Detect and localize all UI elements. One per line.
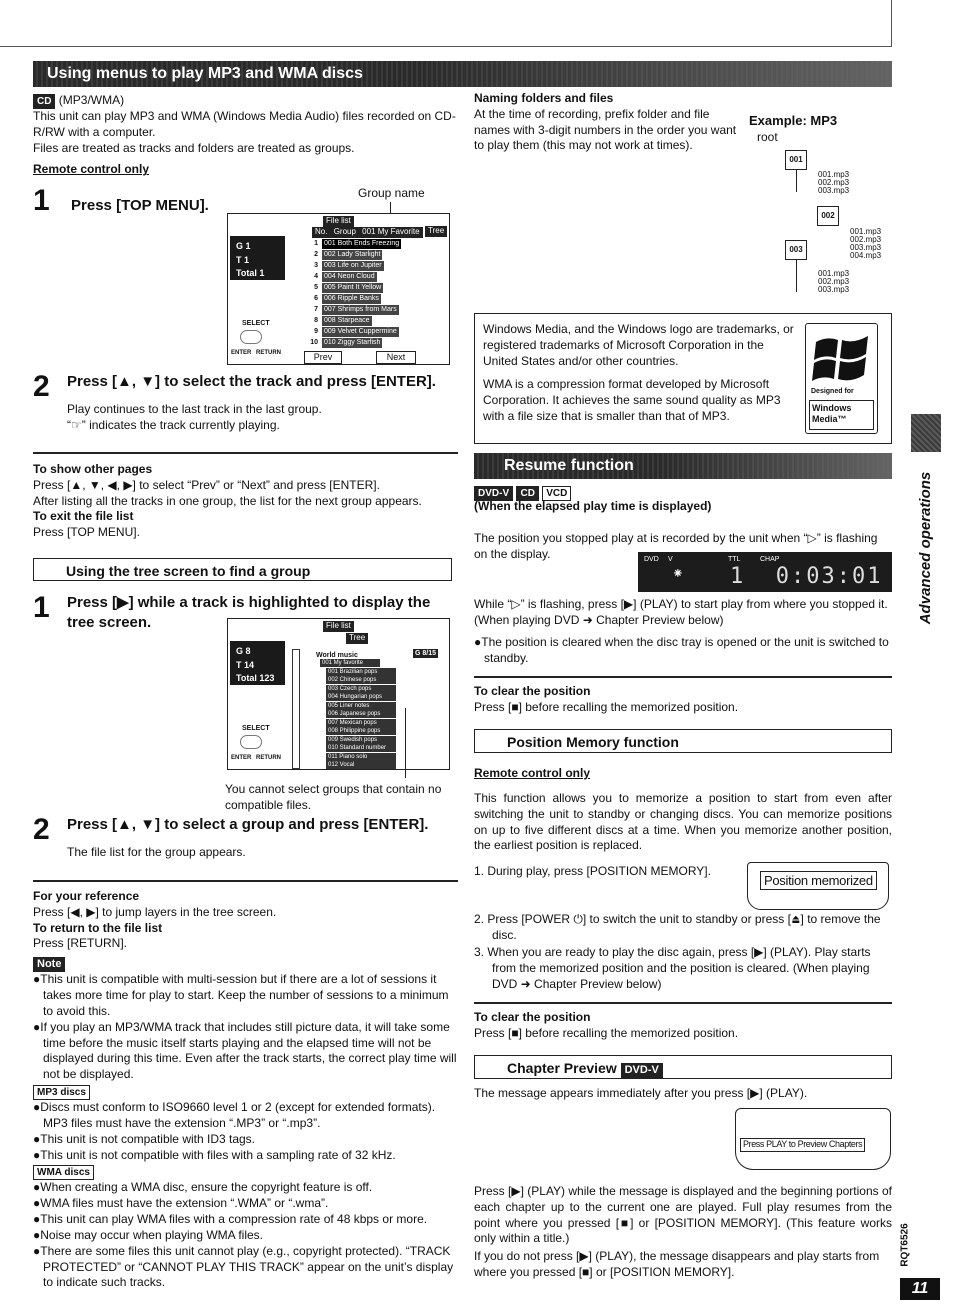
- track-row[interactable]: [304, 293, 444, 304]
- tree-tree-tab[interactable]: Tree: [346, 633, 368, 644]
- track-row[interactable]: [304, 304, 444, 315]
- ref-1: Press [◀, ▶] to jump layers in the tree screen.: [33, 904, 277, 919]
- folder-001-icon: [785, 150, 807, 170]
- top-frame-line: [0, 46, 892, 47]
- track-number: 1: [314, 239, 318, 247]
- exit-desc: Press [TOP MENU].: [33, 525, 140, 540]
- track-row[interactable]: [304, 315, 444, 326]
- folder-002-label: 002: [821, 211, 835, 220]
- resume-banner: [474, 453, 892, 479]
- file-name: 002.mp3: [818, 178, 850, 187]
- posmem-desc: This function allows you to memorize a position to start from even after switching the unit to standby or changing discs. You can memorize positions on up to five different discs at a time. When you memorize another position, the earliest position is replaced.: [474, 791, 892, 853]
- cd-tag-resume: CD: [516, 486, 538, 501]
- section-label: Advanced operations: [917, 471, 935, 625]
- naming-desc: At the time of recording, prefix folder and file names with 3-digit numbers in the order you want to play them (this may not work at times).: [474, 106, 737, 153]
- naming: [474, 91, 742, 154]
- tree-group-row[interactable]: 011 Piano solo: [326, 753, 396, 761]
- tree-return-label: RETURN: [256, 755, 281, 761]
- return-label: RETURN: [256, 350, 281, 356]
- counter-group: G 1: [236, 241, 251, 251]
- track-number: 9: [314, 327, 318, 335]
- wma-note-item: ●WMA files must have the extension “.WMA” or “.wma”.: [33, 1196, 329, 1211]
- clear-position: [474, 684, 892, 716]
- page-number: 11: [900, 1278, 940, 1300]
- track-name: 004 Neon Cloud: [324, 272, 375, 280]
- play-flash-icon: ⁕: [672, 565, 684, 581]
- tree-step2-number: 2: [33, 813, 50, 846]
- chapter-bubble-text: Press PLAY to Preview Chapters: [740, 1138, 865, 1152]
- posmem-step-3: 3. When you are ready to play the disc again, press [▶] (PLAY). Play starts from the memorized position and the position is cleared. (When playing DVD ➜ Chapter Preview below): [474, 945, 871, 991]
- tree-group-row[interactable]: 001 My favorite: [320, 659, 380, 667]
- vcd-tag: VCD: [542, 486, 571, 501]
- note-item: ●This unit is compatible with multi-session but if there are a lot of sessions it takes more time for play to start. Keep the number of sessions to a minimum to avoid this.: [33, 972, 449, 1018]
- wma-note-item: ●There are some files this unit cannot play (e.g., copyright protected). “TRACK PROTECTED” or “CANNOT PLAY THIS TRACK” appear on the unit’s display to indicate such tracks.: [33, 1243, 454, 1290]
- track-row[interactable]: [304, 271, 444, 282]
- resume-title: Resume function: [504, 457, 634, 474]
- divider-1: [33, 452, 458, 454]
- tree-step1-number: 1: [33, 591, 50, 624]
- file-name: 001.mp3: [850, 227, 882, 236]
- tree-file-list-tab[interactable]: File list: [323, 621, 354, 632]
- track-number: 3: [314, 261, 318, 269]
- divider-4: [474, 1002, 892, 1004]
- files-003: [818, 270, 849, 294]
- track-number: 2: [314, 250, 318, 258]
- track-name: 001 Both Ends Freezing: [324, 239, 400, 247]
- track-name: 005 Paint It Yellow: [324, 283, 382, 291]
- clear2-desc: Press [■] before recalling the memorized position.: [474, 1025, 739, 1040]
- file-list-tab[interactable]: File list: [323, 216, 354, 227]
- track-number: 6: [314, 294, 318, 302]
- intro: [33, 93, 458, 178]
- track-number: 10: [310, 338, 318, 346]
- top-frame-vertical: [891, 0, 892, 47]
- track-name: 002 Lady Starlight: [324, 250, 381, 258]
- notes-list: [33, 972, 458, 1083]
- step1: [33, 186, 363, 216]
- tree-screen-box: Using the tree screen to find a group: [33, 558, 452, 581]
- divider-2: [33, 880, 458, 882]
- page-title: Using menus to play MP3 and WMA discs: [47, 65, 363, 82]
- tree-group-badge: G 8/15: [415, 650, 437, 657]
- step2-desc-2: “☞” indicates the track currently playing.: [67, 417, 280, 432]
- track-row[interactable]: [304, 337, 444, 348]
- side-tab-marker: [911, 414, 941, 452]
- display-chap: CHAP: [760, 556, 780, 563]
- tree-caption-pointer: [405, 708, 406, 778]
- trademark-text: [483, 322, 795, 425]
- tree-group-row[interactable]: 010 Standard number: [326, 744, 396, 752]
- tree-counter-track: T 14: [236, 659, 255, 670]
- resume-sub: (When the elapsed play time is displayed): [474, 499, 712, 513]
- tree-group-row[interactable]: 008 Philippine pops: [326, 727, 396, 735]
- tree-enter-label: ENTER: [231, 755, 252, 761]
- cd-tag: CD: [33, 94, 55, 109]
- files-001: [818, 171, 849, 195]
- chapter-bubble: [735, 1108, 891, 1170]
- col-group-name: 001 My Favorite: [362, 227, 420, 236]
- track-number: 7: [314, 305, 318, 313]
- mp3-label: MP3 discs: [33, 1085, 90, 1100]
- posmem-bubble: [747, 862, 889, 910]
- clear2-title: To clear the position: [474, 1010, 591, 1024]
- posmem-step-2: 2. Press [POWER ⏻] to switch the unit to standby or press [⏏] to remove the disc.: [474, 912, 881, 942]
- tree-group-row[interactable]: 004 Hungarian pops: [326, 693, 396, 701]
- posmem-bubble-text: Position memorized: [760, 871, 877, 890]
- folder-003-label: 003: [789, 245, 803, 254]
- remote-only-right-label: Remote control only: [474, 766, 591, 780]
- other-pages-1: Press [▲, ▼, ◀, ▶] to select “Prev” or “Next” and press [ENTER].: [33, 477, 380, 492]
- display-dvd: DVD: [644, 556, 659, 563]
- wma-note-item: ●Noise may occur when playing WMA files.: [33, 1227, 263, 1242]
- track-name: 003 Life on Jupiter: [324, 261, 382, 269]
- tree-step2: [33, 815, 458, 861]
- tree-list: [320, 659, 430, 770]
- remote-only-label: Remote control only: [33, 162, 150, 177]
- note-label: Note: [33, 957, 65, 972]
- track-number: 4: [314, 272, 318, 280]
- enter-label: ENTER: [231, 350, 252, 356]
- wma-note-item: ●When creating a WMA disc, ensure the copyright feature is off.: [33, 1180, 373, 1195]
- file-name: 002.mp3: [818, 277, 850, 286]
- step2-number: 2: [33, 370, 50, 403]
- tree-step1-title: Press [▶] while a track is highlighted to display the tree screen.: [67, 594, 431, 632]
- tree-group-row[interactable]: 001 Brazilian pops: [326, 668, 396, 676]
- intro-formats: (MP3/WMA): [58, 93, 125, 107]
- track-row[interactable]: [304, 282, 444, 293]
- step1-number: 1: [33, 184, 50, 217]
- tree-group-row[interactable]: 005 Liner notes: [326, 702, 396, 710]
- unit-display: [638, 552, 892, 592]
- tree-screen: [227, 618, 450, 770]
- reference: [33, 889, 458, 1291]
- other-pages-title: To show other pages: [33, 462, 153, 476]
- logo-windows: Windows: [812, 403, 852, 413]
- file-name: 003.mp3: [818, 186, 850, 195]
- chapter-dvd-tag: DVD-V: [621, 1063, 663, 1078]
- tree-step2-desc: The file list for the group appears.: [67, 845, 246, 859]
- file-name: 001.mp3: [818, 170, 850, 179]
- page-title-banner: [33, 61, 892, 87]
- chapter-desc-1: The message appears immediately after you press [▶] (PLAY).: [474, 1086, 808, 1100]
- chapter-preview-box: [474, 1055, 892, 1079]
- counter-track: T 1: [236, 254, 250, 265]
- tree-root-label: World music: [316, 652, 358, 659]
- mp3-note-item: ●Discs must conform to ISO9660 level 1 or 2 (except for extended formats). MP3 files must have the extension “.MP3” or “.mp3”.: [33, 1100, 436, 1130]
- windows-media-logo: [805, 323, 878, 434]
- file-name: 003.mp3: [850, 243, 882, 252]
- file-list-screen: [227, 213, 450, 365]
- trademark-1: Windows Media, and the Windows logo are trademarks, or registered trademarks of Microsoft Corporation in the United States and/or other countries.: [483, 322, 794, 368]
- track-list: [304, 238, 444, 348]
- folder-001-label: 001: [789, 155, 803, 164]
- tree-cursor-pad-icon: [240, 735, 262, 749]
- track-row[interactable]: [304, 260, 444, 271]
- track-row[interactable]: [304, 238, 444, 249]
- tree-tab[interactable]: Tree: [425, 226, 447, 237]
- track-number: 5: [314, 283, 318, 291]
- display-v: V: [668, 556, 673, 563]
- files-002: [850, 228, 881, 260]
- step1-title: Press [TOP MENU].: [71, 197, 209, 214]
- ref-return-title: To return to the file list: [33, 920, 163, 935]
- track-name: 008 Starpeace: [324, 316, 370, 324]
- tree-line-001: [796, 170, 797, 192]
- divider-3: [474, 676, 892, 678]
- chapter-desc-3: If you do not press [▶] (PLAY), the message disappears and play starts from where you pressed [■] or [POSITION MEMORY].: [474, 1249, 880, 1279]
- counter-total: Total 1: [236, 268, 265, 278]
- remote-only-right: [474, 766, 590, 782]
- note-item: ●If you play an MP3/WMA track that includes still picture data, it will take some time before the music itself starts playing and the elapsed time will not be displayed during this time. Even after the track starts, the correct play time will not be displayed.: [33, 1019, 457, 1082]
- tree-scroll-track[interactable]: [292, 649, 300, 769]
- tree-counter-group: G 8: [236, 646, 251, 656]
- tree-line-003: [796, 260, 797, 292]
- position-memory-box: Position Memory function: [474, 729, 892, 753]
- step2-title: Press [▲, ▼] to select the track and press [ENTER].: [67, 373, 436, 390]
- doc-code: RQT6526: [899, 1223, 911, 1267]
- intro-text-1: This unit can play MP3 and WMA (Windows Media Audio) files recorded on CD-R/RW with a computer.: [33, 109, 456, 139]
- tree-step2-title: Press [▲, ▼] to select a group and press [ENTER].: [67, 816, 429, 833]
- tree-group-row[interactable]: 012 Vocal: [326, 761, 396, 769]
- other-pages: [33, 462, 458, 541]
- select-label: SELECT: [242, 320, 270, 327]
- chapter-desc-2: Press [▶] (PLAY) while the message is displayed and the beginning portions of each chapter up to the current one are played. Full play resumes from the point where you pressed [■] or [POSITION MEMORY]. (This feature works only within a title.): [474, 1184, 892, 1246]
- tree-counter: [230, 641, 285, 685]
- mp3-notes-list: [33, 1100, 458, 1163]
- folder-002-icon: [817, 206, 839, 226]
- track-row[interactable]: [304, 326, 444, 337]
- resume-desc-3: ●The position is cleared when the disc tray is opened or the unit is switched to standby.: [474, 635, 889, 665]
- track-name: 009 Velvet Cuppermine: [324, 327, 397, 335]
- posmem-step-1: 1. During play, press [POSITION MEMORY].: [474, 864, 711, 878]
- exit-title: To exit the file list: [33, 509, 134, 524]
- cursor-pad-icon: [240, 330, 262, 344]
- tree-caption: You cannot select groups that contain no compatible files.: [225, 782, 442, 812]
- resume-desc-1: The position you stopped play at is recorded by the unit when “▷” is flashing on the display.: [474, 531, 878, 561]
- logo-media: Media™: [812, 414, 847, 424]
- step2-desc-1: Play continues to the last track in the last group.: [67, 402, 322, 416]
- root-label: root: [757, 130, 778, 144]
- naming-title: Naming folders and files: [474, 91, 614, 105]
- file-name: 001.mp3: [818, 269, 850, 278]
- display-ttl: TTL: [728, 556, 741, 563]
- ref-return-desc: Press [RETURN].: [33, 936, 128, 951]
- group-name-label: Group name: [358, 186, 425, 200]
- file-list-columns: [312, 227, 423, 238]
- tree-group-row[interactable]: 002 Chinese pops: [326, 676, 396, 684]
- tree-group-row[interactable]: 006 Japanese pops: [326, 710, 396, 718]
- wma-label: WMA discs: [33, 1165, 94, 1180]
- folder-tree: [770, 146, 900, 306]
- clear-title: To clear the position: [474, 684, 591, 698]
- chapter-preview-title: Chapter Preview: [507, 1060, 617, 1076]
- tree-counter-total: Total 123: [236, 673, 275, 683]
- tree-group-row[interactable]: 009 Swedish pops: [326, 736, 396, 744]
- mp3-note-item: ●This unit is not compatible with files with a sampling rate of 32 kHz.: [33, 1147, 396, 1162]
- tree-group-row[interactable]: 007 Mexican pops: [326, 719, 396, 727]
- file-list-counter: [230, 236, 285, 280]
- col-group: Group: [333, 227, 356, 236]
- example-title: Example: MP3: [749, 113, 838, 128]
- col-no: No.: [315, 227, 328, 236]
- track-name: 006 Ripple Banks: [324, 294, 379, 302]
- wma-note-item: ●This unit can play WMA files with a compression rate of 48 kbps or more.: [33, 1212, 428, 1227]
- display-readout: 1 0:03:01: [730, 564, 883, 589]
- track-name: 007 Shrimps from Mars: [324, 305, 397, 313]
- next-button[interactable]: Next: [376, 351, 416, 364]
- trademark-2: WMA is a compression format developed by Microsoft Corporation. It achieves the same sound quality as MP3 with a file size that is smaller than that of MP3.: [483, 377, 781, 424]
- track-number: 8: [314, 316, 318, 324]
- logo-name-box: [809, 400, 874, 430]
- ref-title: For your reference: [33, 889, 140, 903]
- mp3-note-item: ●This unit is not compatible with ID3 tags.: [33, 1131, 256, 1146]
- windows-flag-icon: [812, 328, 872, 383]
- file-name: 002.mp3: [850, 235, 882, 244]
- resume-desc-2: While “▷” is flashing, press [▶] (PLAY) to start play from where you stopped it. (When playing DVD ➜ Chapter Preview below): [474, 597, 888, 627]
- track-name: 010 Ziggy Starfish: [324, 338, 381, 346]
- track-row[interactable]: [304, 249, 444, 260]
- file-name: 004.mp3: [850, 251, 882, 260]
- folder-003-icon: [785, 240, 807, 260]
- logo-designed-for: Designed for: [811, 388, 854, 395]
- clear-position-2: [474, 1010, 892, 1042]
- other-pages-2: After listing all the tracks in one group, the list for the next group appears.: [33, 493, 422, 508]
- dvd-v-tag: DVD-V: [474, 486, 513, 501]
- intro-text-2: Files are treated as tracks and folders are treated as groups.: [33, 140, 355, 155]
- prev-button[interactable]: Prev: [304, 351, 342, 364]
- wma-notes-list: [33, 1180, 458, 1291]
- file-name: 003.mp3: [818, 285, 850, 294]
- tree-select-label: SELECT: [242, 725, 270, 732]
- tree-group-row[interactable]: 003 Czech pops: [326, 685, 396, 693]
- clear-desc: Press [■] before recalling the memorized position.: [474, 699, 739, 714]
- step2: [33, 372, 458, 434]
